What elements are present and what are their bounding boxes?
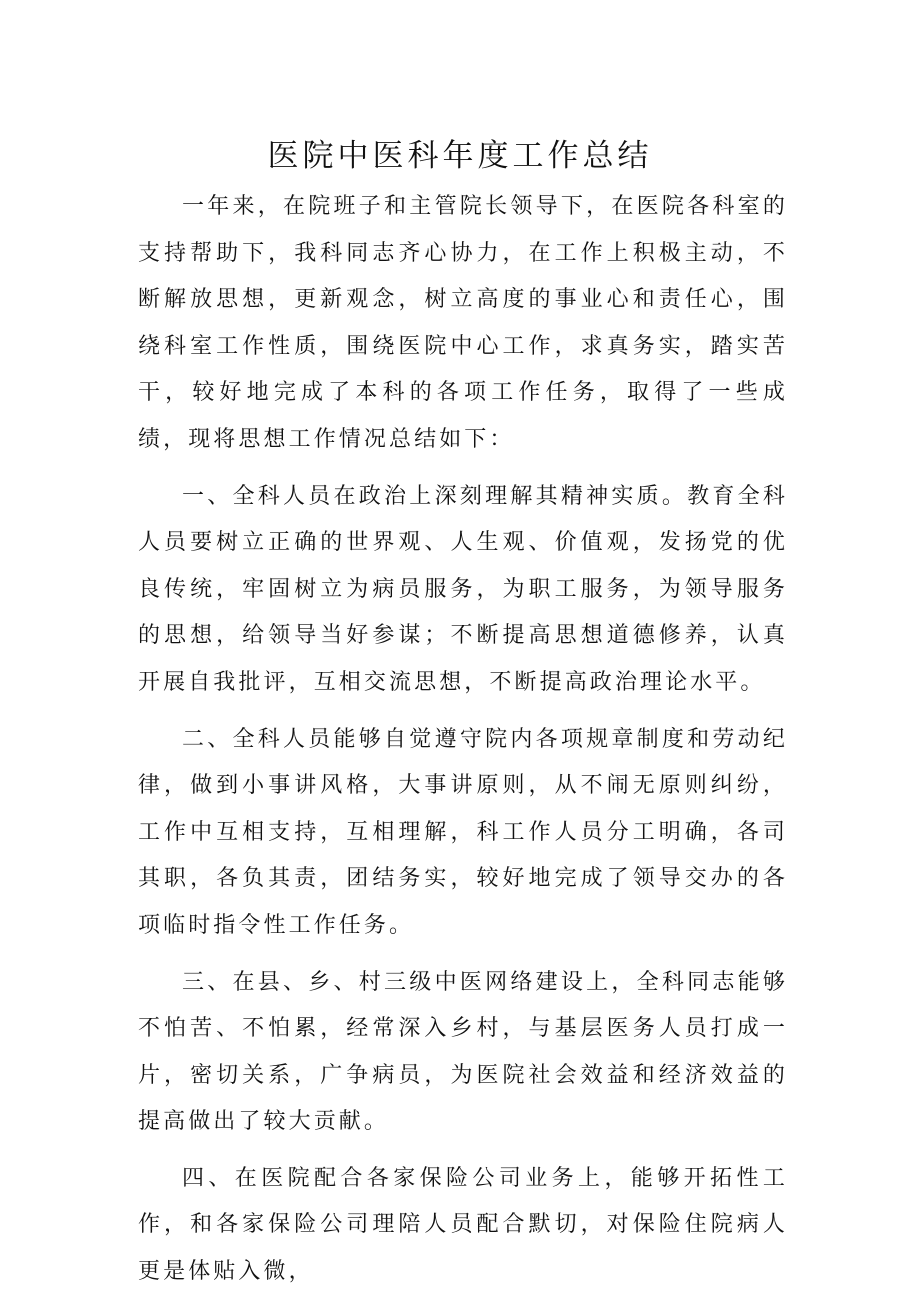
paragraph-intro: 一年来，在院班子和主管院长领导下，在医院各科室的支持帮助下，我科同志齐心协力，在工作上积极主动，不断解放思想，更新观念，树立高度的事业心和责任心，围绕科室工作性质，围绕医院中心工作，求真务实，踏实苦干，较好地完成了本科的各项工作任务，取得了一些成绩，现将思想工作情况总结如下： — [138, 194, 788, 452]
paragraph-discipline: 二、全科人员能够自觉遵守院内各项规章制度和劳动纪律，做到小事讲风格，大事讲原则，从不闹无原则纠纷，工作中互相支持，互相理解，科工作人员分工明确，各司其职，各负其责，团结务实，较好地完成了领导交办的各项临时指令性工作任务。 — [138, 726, 788, 938]
paragraph-insurance: 四、在医院配合各家保险公司业务上，能够开拓性工作，和各家保险公司理陪人员配合默切，对保险住院病人更是体贴入微， — [138, 1165, 788, 1285]
paragraph-politics: 一、全科人员在政治上深刻理解其精神实质。教育全科人员要树立正确的世界观、人生观、价值观，发扬党的优良传统，牢固树立为病员服务，为职工服务，为领导服务的思想，给领导当好参谋；不断提高思想道德修养，认真开展自我批评，互相交流思想，不断提高政治理论水平。 — [138, 483, 788, 695]
document-body — [138, 184, 788, 1296]
page-title: 医院中医科年度工作总结 — [267, 138, 653, 174]
paragraph-network: 三、在县、乡、村三级中医网络建设上，全科同志能够不怕苦、不怕累，经常深入乡村，与基层医务人员打成一片，密切关系，广争病员，为医院社会效益和经济效益的提高做出了较大贡献。 — [138, 969, 788, 1135]
